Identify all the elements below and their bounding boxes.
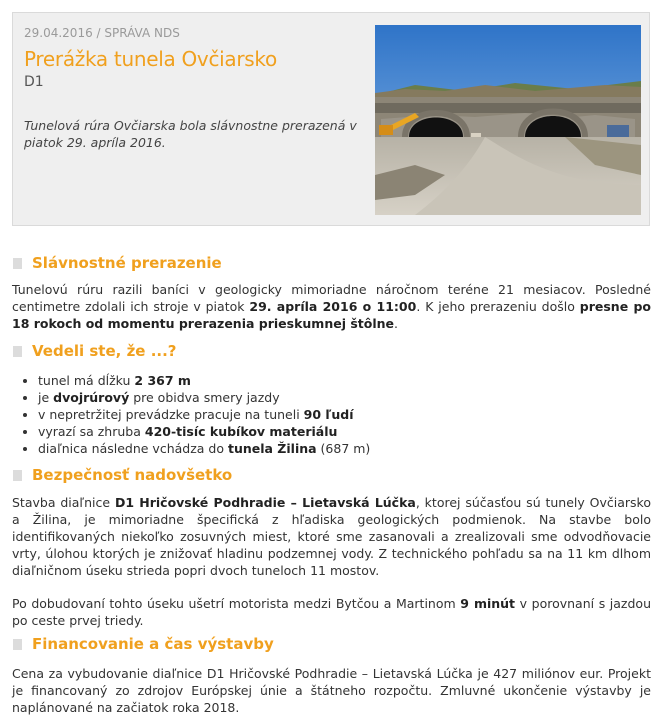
section-heading: Financovanie a čas výstavby <box>32 635 274 653</box>
bold-section-name: D1 Hričovské Podhradie – Lietavská Lúčka <box>114 495 416 510</box>
bold-minutes: 9 minút <box>460 596 516 611</box>
section-heading: Vedeli ste, že ...? <box>32 342 177 360</box>
fact-item: • diaľnica následne vchádza do tunela Žilina (687 m) <box>38 440 370 457</box>
section-marker <box>13 258 22 269</box>
bold-highlight: presne po 18 rokoch od momentu prerazenia prieskumnej štôlne <box>12 299 651 331</box>
tunnel-photo <box>375 25 641 215</box>
section-heading: Bezpečnosť nadovšetko <box>32 466 233 484</box>
fact-item: • v nepretržitej prevádzke pracuje na tuneli 90 ľudí <box>38 406 370 423</box>
tunnel-photo-illustration <box>375 25 641 215</box>
section-header-ceremony <box>13 254 222 272</box>
section-header-financing <box>13 635 274 653</box>
text-span: , ktorej súčasťou sú tunely Ovčiarsko a Žilina, je mimoriadne špecifická z hľadiska geologických podmienok. Na stavbe bolo identifikovaných niekoľko zosuvných miest, ktoré sme zasanovali a zrealizovali sme odvodňovacie vrty, úlohou ktorých je znižovať hladinu podzemnej vody. Z technického pohľadu sa na 11 km dlhom diaľničnom úseku strieda popri dvoch tuneloch 11 mostov. <box>12 495 651 578</box>
bold-date: 29. apríla 2016 o 11:00 <box>249 299 417 314</box>
facts-list <box>20 372 370 457</box>
text-span: Tunelovú rúru razili baníci v geologicky mimoriadne náročnom teréne 21 mesiacov. Posledné centimetre zdolali ich stroje v piatok <box>12 282 651 314</box>
section-marker <box>13 639 22 650</box>
section-marker <box>13 470 22 481</box>
text-span: . <box>394 316 398 331</box>
paragraph-safety <box>12 494 651 579</box>
section-heading: Slávnostné prerazenie <box>32 254 222 272</box>
section-header-facts <box>13 342 177 360</box>
article-header <box>12 12 650 226</box>
article-title: Prerážka tunela Ovčiarsko <box>24 47 277 71</box>
fact-item: • vyrazí sa zhruba 420-tisíc kubíkov materiálu <box>38 423 370 440</box>
fact-item: • tunel má dĺžku 2 367 m <box>38 372 370 389</box>
article-lead: Tunelová rúra Ovčiarska bola slávnostne prerazená v piatok 29. apríla 2016. <box>24 118 357 150</box>
text-span: . K jeho prerazeniu došlo <box>416 299 580 314</box>
section-marker <box>13 346 22 357</box>
paragraph-time-saving <box>12 595 651 629</box>
text-span: v porovnaní s jazdou po ceste prvej triedy. <box>12 596 651 628</box>
paragraph-financing: Cena za vybudovanie diaľnice D1 Hričovské Podhradie – Lietavská Lúčka je 427 miliónov eur. Projekt je financovaný zo zdrojov Európskej únie a štátneho rozpočtu. Zmluvné ukončenie výstavby je naplánované na začiatok roka 2018. <box>12 666 651 715</box>
article-subtitle: D1 <box>24 74 44 90</box>
paragraph-ceremony <box>12 281 651 332</box>
article-meta: 29.04.2016 / SPRÁVA NDS <box>24 26 180 40</box>
text-span: Po dobudovaní tohto úseku ušetrí motorista medzi Bytčou a Martinom <box>12 596 461 611</box>
section-header-safety <box>13 466 232 484</box>
fact-item: • je dvojrúrový pre obidva smery jazdy <box>38 389 370 406</box>
text-span: Stavba diaľnice <box>12 495 115 510</box>
